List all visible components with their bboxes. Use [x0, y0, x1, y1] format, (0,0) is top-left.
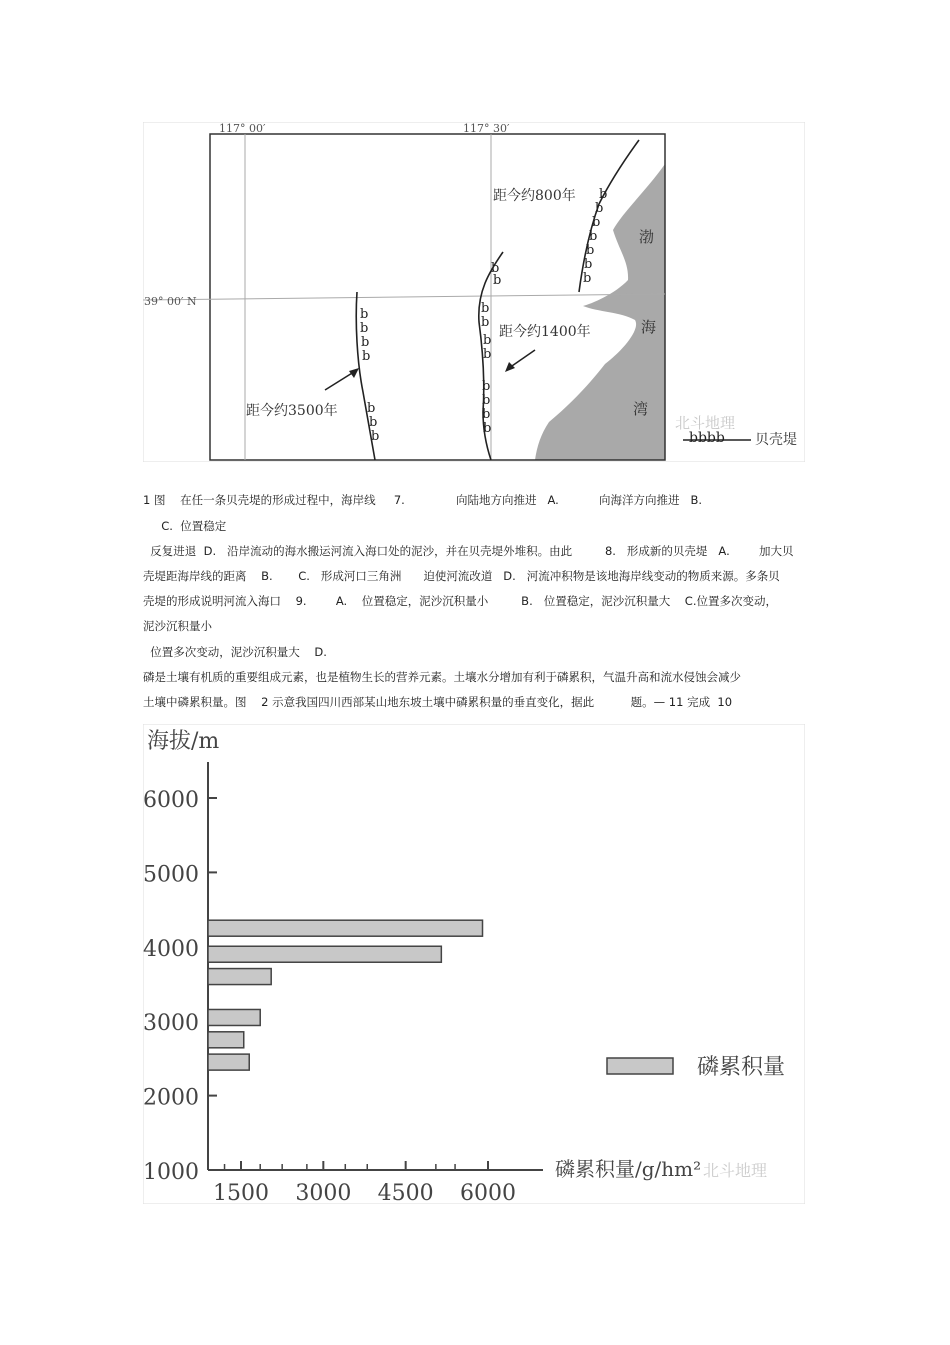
label-3500-years: 距今约3500年 — [246, 403, 338, 419]
svg-text:b: b — [589, 229, 598, 244]
label-1400-years: 距今约1400年 — [499, 324, 591, 340]
svg-text:b: b — [583, 271, 592, 286]
lat-label-39-00: 39° 00′ N — [144, 295, 197, 308]
bar-4250 — [208, 920, 483, 936]
sea-char-bo: 渤 — [639, 228, 655, 246]
bar-2750 — [208, 1032, 244, 1048]
svg-text:b: b — [360, 307, 369, 322]
phosphorus-chart — [143, 724, 805, 1204]
bar-2450 — [208, 1054, 249, 1070]
question-line-5: 壳堤的形成说明河流入海口 9. A. 位置稳定，泥沙沉积量小 B. 位置稳定，泥沙沉积量大 C.位置多次变动， — [143, 594, 777, 608]
svg-text:b: b — [361, 335, 370, 350]
chart-ylabel: 海拔/m — [147, 729, 220, 754]
map-watermark: 北斗地理 — [675, 414, 736, 432]
y-tick-label: 5000 — [143, 862, 199, 888]
svg-text:b: b — [586, 243, 595, 258]
y-tick-label: 3000 — [143, 1011, 199, 1037]
y-tick-label: 4000 — [143, 936, 199, 962]
svg-text:b: b — [482, 379, 491, 394]
bar-3900 — [208, 946, 441, 962]
y-tick-label: 6000 — [143, 788, 199, 813]
svg-text:b: b — [592, 215, 601, 230]
question-line-1: 1 图 在任一条贝壳堤的形成过程中，海岸线 7. 向陆地方向推进 A. 向海洋方向推进 B. — [143, 493, 703, 507]
svg-text:b: b — [360, 321, 369, 336]
map-frame-outer — [143, 122, 805, 462]
label-800-years: 距今约800年 — [493, 188, 576, 204]
legend-swatch — [607, 1058, 673, 1074]
svg-text:b: b — [481, 315, 490, 330]
legend-shell-ridge-label: 贝壳堤 — [755, 432, 797, 448]
legend-label: 磷累积量 — [697, 1055, 786, 1080]
x-tick-label: 3000 — [295, 1181, 352, 1204]
chart-watermark: 北斗地理 — [703, 1161, 768, 1180]
svg-text:b: b — [371, 429, 380, 444]
svg-text:b: b — [584, 257, 593, 272]
svg-text:b: b — [599, 187, 608, 202]
sea-char-hai: 海 — [641, 318, 657, 336]
svg-text:b: b — [481, 301, 490, 316]
x-tick-label: 4500 — [377, 1181, 434, 1204]
y-tick-label: 1000 — [143, 1160, 199, 1185]
svg-text:b: b — [482, 393, 491, 408]
question-line-2: C. 位置稳定 — [143, 519, 227, 533]
y-tick-label: 2000 — [143, 1085, 199, 1111]
lon-label-117-30: 117° 30′ — [463, 122, 510, 135]
svg-text:b: b — [369, 415, 378, 430]
shell-ridge-map — [143, 122, 805, 462]
question-line-6: 泥沙沉积量小 — [143, 619, 212, 633]
svg-text:b: b — [493, 273, 502, 288]
question-line-7: 位置多次变动，泥沙沉积量大 D. — [143, 645, 327, 659]
x-tick-label: 1500 — [213, 1181, 269, 1204]
lon-label-117-00: 117° 00′ — [219, 122, 266, 135]
svg-text:b: b — [482, 407, 491, 422]
svg-text:b: b — [483, 347, 492, 362]
bar-3050 — [208, 1009, 260, 1025]
chart-xlabel: 磷累积量/g/hm² — [555, 1157, 702, 1181]
question-line-9: 土壤中磷累积量。图 2 示意我国四川西部某山地东坡土壤中磷累积量的垂直变化，据此 题。— 11 完成 10 — [143, 695, 733, 709]
sea-char-wan: 湾 — [633, 400, 649, 418]
legend-shell-symbol: bbbb — [689, 430, 725, 446]
svg-text:b: b — [491, 261, 500, 276]
svg-text:b: b — [595, 201, 604, 216]
svg-text:b: b — [483, 333, 492, 348]
question-line-8: 磷是土壤有机质的重要组成元素，也是植物生长的营养元素。土壤水分增加有利于磷累积，气温升高和流水侵蚀会减少 — [143, 670, 741, 684]
svg-text:b: b — [483, 421, 492, 436]
question-line-3: 反复进退 D. 沿岸流动的海水搬运河流入海口处的泥沙，并在贝壳堤外堆积。由此 8. 形成新的贝壳堤 A. 加大贝 — [143, 544, 794, 558]
x-tick-label: 6000 — [460, 1181, 516, 1204]
svg-text:b: b — [362, 349, 371, 364]
bar-3600 — [208, 969, 271, 985]
svg-text:b: b — [367, 401, 376, 416]
question-line-4: 壳堤距海岸线的距离 B. C. 形成河口三角洲 迫使河流改道 D. 河流冲积物是该地海岸线变动的物质来源。多条贝 — [143, 569, 780, 583]
chart-frame — [143, 724, 805, 1204]
